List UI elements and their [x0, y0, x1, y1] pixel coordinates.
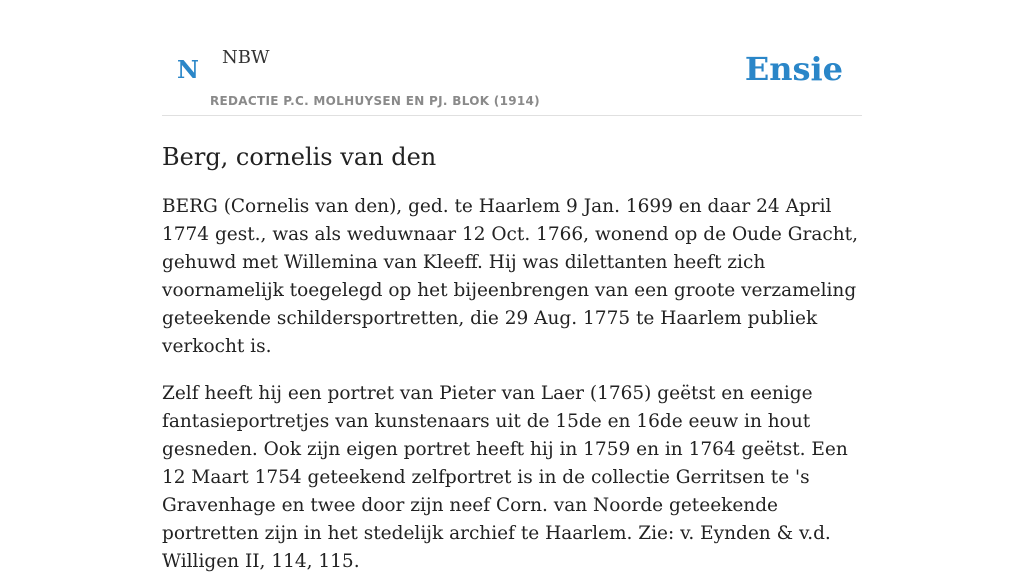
source-subtitle: REDACTIE P.C. MOLHUYSEN EN PJ. BLOK (1914) [210, 94, 540, 108]
entry-body [162, 193, 862, 576]
entry-title: Berg, cornelis van den [162, 143, 437, 171]
page [162, 0, 862, 576]
entry-paragraph: BERG (Cornelis van den), ged. te Haarlem 9 Jan. 1699 en daar 24 April 1774 gest., was als weduwnaar 12 Oct. 1766, wonend op de Oude Gracht, gehuwd met Willemina van Kleeff. Hij was dilettanten heeft zich voornamelijk toegelegd op het bijeenbrengen van een groote verzameling geteekende schildersportretten, die 29 Aug. 1775 te Haarlem publiek verkocht is. [162, 196, 858, 357]
source-logo[interactable]: N [177, 55, 199, 84]
page-header [162, 0, 862, 116]
entry [162, 142, 862, 576]
brand-logo[interactable]: Ensie [744, 50, 843, 88]
entry-paragraph: Zelf heeft hij een portret van Pieter van Laer (1765) geëtst en eenige fantasieportretjes van kunstenaars uit de 15de en 16de eeuw in hout gesneden. Ook zijn eigen portret heeft hij in 1759 en in 1764 geëtst. Een 12 Maart 1754 geteekend zelfportret is in de collectie Gerritsen te 's Gravenhage en twee door zijn neef Corn. van Noorde geteekende portretten zijn in het stedelijk archief te Haarlem. Zie: v. Eynden & v.d. Willigen II, 114, 115. [162, 383, 848, 572]
source-title[interactable]: NBW [222, 47, 270, 68]
